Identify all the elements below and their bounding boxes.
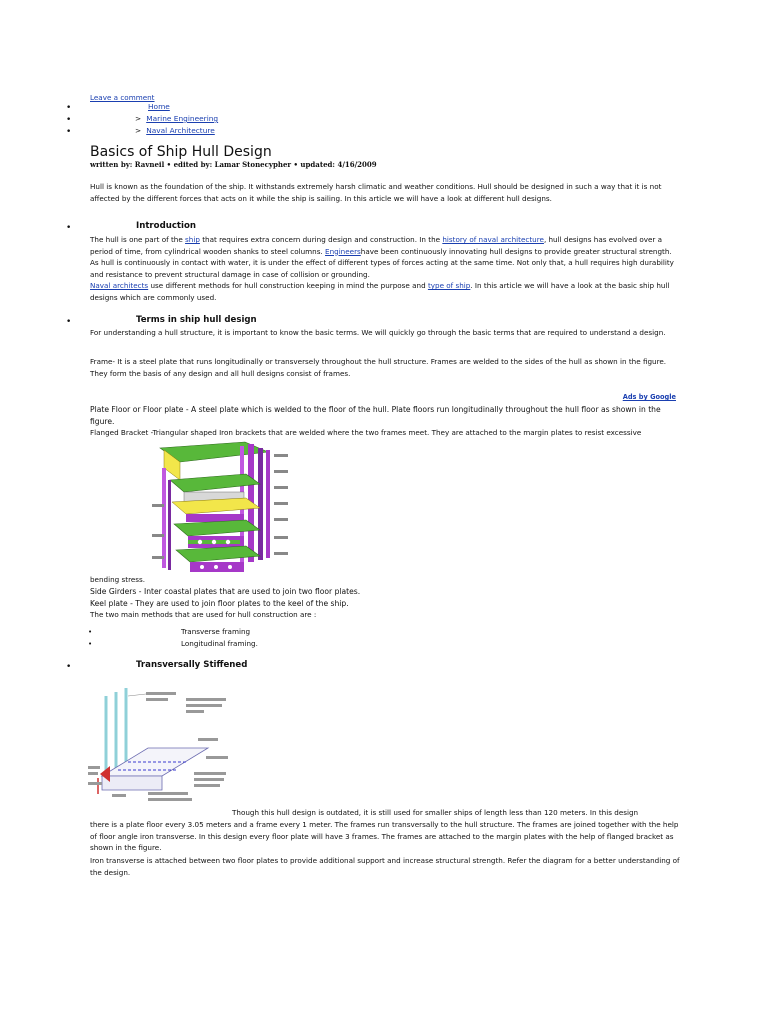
link-engineers[interactable]: Engineers [325,246,361,256]
bullet-icon: • [88,640,93,648]
hull-structure-figure [150,440,290,578]
breadcrumb-marine-label[interactable]: Marine Engineering [146,114,219,123]
breadcrumb-separator: > [135,114,142,123]
ads-by-google-link[interactable]: Ads by Google [622,393,676,401]
bullet-icon: • [66,317,72,327]
bullet-icon: • [66,662,72,672]
hull-structure-diagram [150,440,290,578]
text-span: The hull is one part of the [90,235,186,244]
breadcrumb-naval-architecture[interactable] [135,126,215,135]
link-naval-architects[interactable]: Naval architects [90,281,149,291]
transverse-paragraph-rest: there is a plate floor every 3.05 meters and a frame every 1 meter. The frames run transversally to the hull structure. The frames are joined together with the help of floor angle iron transverse. In this design every floor plate will have 3 frames. The frames are attached to the margin plates with the help of flanged bracket as shown in the figure. [90,820,679,853]
section-heading-introduction: Introduction [136,221,197,231]
section-heading-transversally-stiffened: Transversally Stiffened [136,660,248,670]
text-span: . In this article we will have a look at the basic ship hull designs which are commonly used. [90,281,670,302]
frame-definition: Frame- It is a steel plate that runs longitudinally or transversely throughout the hull structure. Frames are welded to the sides of the hull as shown in the figure. They form the basis of any design and all hull designs consist of frames. [90,357,667,378]
introduction-paragraph-1 [90,234,680,304]
text-span: that requires extra concern during design and construction. In the [199,235,443,244]
breadcrumb-marine-engineering[interactable] [135,114,218,123]
text-span: use different methods for hull construction keeping in mind the purpose and [148,281,428,291]
two-methods-text: The two main methods that are used for hull construction are : [90,610,317,619]
text-span: have been continuously innovating hull designs to provide greater structural strength. As hull is continuously in contact with water, it is under the effect of different types of forces acting at the same time. Not only that, a hull requires high durability and resistance to prevent structural damage in case of collision or grounding. [90,246,674,279]
link-history-naval-architecture[interactable]: history of naval architecture [442,235,544,244]
leave-comment-link[interactable]: Leave a comment [90,93,155,102]
method-transverse-framing: Transverse framing [181,627,251,636]
keel-plate-definition: Keel plate - They are used to join floor plates to the keel of the ship. [90,599,349,608]
link-ship[interactable]: ship [185,235,200,244]
breadcrumb-home-label[interactable]: Home [148,102,170,111]
plate-floor-definition: Plate Floor or Floor plate - A steel plate which is welded to the floor of the hull. Plate floors run longitudinally throughout the hull floor as shown in the figure. [90,405,661,426]
transverse-framing-figure [88,686,238,806]
bullet-icon: • [88,628,93,636]
page-title: Basics of Ship Hull Design [90,144,272,160]
breadcrumb-separator: > [135,126,142,135]
breadcrumb-naval-label[interactable]: Naval Architecture [146,126,215,135]
intro-paragraph: Hull is known as the foundation of the ship. It withstands extremely harsh climatic and weather conditions. Hull should be designed in such a way that it is not affected by the different forces that acts on it while the ship is sailing. In this article we will have a look at different hull designs. [90,182,662,203]
bullet-icon: • [66,223,72,233]
article-byline: written by: Ravneil • edited by: Lamar Stonecypher • updated: 4/16/2009 [90,160,377,169]
bullet-icon: • [66,127,72,137]
bending-stress-text: bending stress. [90,575,146,584]
side-girders-definition: Side Girders - Inter coastal plates that are used to join two floor plates. [90,587,361,596]
bullet-icon: • [66,103,72,113]
section-heading-terms: Terms in ship hull design [136,315,257,325]
transverse-framing-diagram [88,686,238,806]
method-longitudinal-framing: Longitudinal framing. [181,639,258,648]
transverse-paragraph-first-line: Though this hull design is outdated, it is still used for smaller ships of length less than 120 meters. In this design [232,808,639,817]
breadcrumb-home[interactable] [148,102,170,111]
terms-paragraph: For understanding a hull structure, it is important to know the basic terms. We will quickly go through the basic terms that are required to understand a design. [90,328,666,337]
link-type-of-ship[interactable]: type of ship [427,281,471,291]
flanged-bracket-definition: Flanged Bracket -Triangular shaped Iron brackets that are welded where the two frames meet. They are attached to the margin plates to resist excessive [90,428,642,437]
text-span: , hull designs has evolved over a period of time, from cylindrical wooden shanks to steel columns. [90,235,663,256]
bullet-icon: • [66,115,72,125]
iron-transverse-paragraph: Iron transverse is attached between two floor plates to provide additional support and increase structural strength. Refer the diagram for a better understanding of the design. [90,856,680,877]
